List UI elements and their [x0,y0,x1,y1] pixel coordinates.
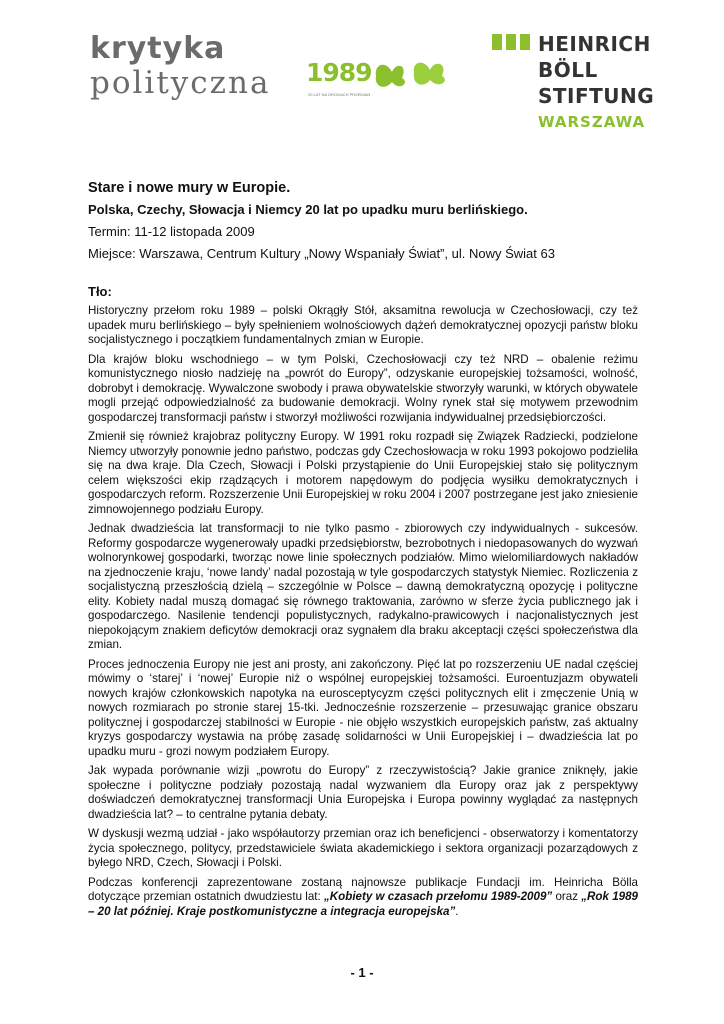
1989-logo-caption: 20 LAT NA DROGACH PRZEMIAN [308,92,371,97]
publications-joiner: oraz [552,890,582,903]
butterflies-icon [372,58,452,94]
document-title: Stare i nowe mury w Europie. [88,180,291,196]
hbs-square-icon [506,34,516,50]
publications-end: . [455,904,459,918]
publication-title-1: „Kobiety w czasach przełomu 1989-2009” [323,890,553,903]
paragraph: Proces jednoczenia Europy nie jest ani prosty, ani zakończony. Pięć lat po rozszerzeniu UE nadal częściej mówimy o ‘starej’ i ‘nowej’ Europie niż o wspólnej europejskiej tożsamości. Euroentuzjazm obywateli nowych krajów członkowskich napotyka na eurosceptycyzm części politycznych elit i zmęczenie Unią w nowych rozmiarach po stronie starej 15-tki. Jednocześnie rozszerzenie – przesuwając granice obszaru politycznej i gospodarczej stabilności w Europie - nie objęło wszystkich europejskich państw, zaś aktualny kryzys gospodarczy wystawia na próbę zasadę solidarności w Unii Europejskiej i – dwadzieścia lat po upadku muru - grozi nowym podziałem Europy. [88,657,638,758]
section-heading: Tło: [88,284,112,299]
event-date: Termin: 11-12 listopada 2009 [88,224,255,239]
paragraph: Zmienił się również krajobraz polityczny Europy. W 1991 roku rozpadł się Związek Radziecki, podzielone Niemcy utworzyły ponownie jedno państwo, podczas gdy Czechosłowacja w roku 1993 pokojowo podzieliła się na dwa kraje. Dla Czech, Słowacji i Polski przystąpienie do Unii Europejskiej stało się politycznym celem większości ekip rządzących i motorem napędowym do podjęcia wysiłku demokratycznych i gospodarczych reform. Rozszerzenie Unii Europejskiej w roku 2004 i 2007 postrzegane jest jako zniesienie zimnowojennego podziału Europy. [88,430,638,516]
krytyka-logo-line2: polityczna [90,65,271,101]
hbs-square-icon [520,34,530,50]
hbs-word-3: STIFTUNG [538,84,655,108]
logo-bar [0,0,724,140]
1989-logo-text: 1989 [306,58,372,87]
hbs-square-icon [492,34,502,50]
paragraph-publications [88,876,638,920]
hbs-word-1: HEINRICH [538,32,651,56]
document-subtitle: Polska, Czechy, Słowacja i Niemcy 20 lat po upadku muru berlińskiego. [88,202,528,217]
event-place: Miejsce: Warszawa, Centrum Kultury „Nowy Wspaniały Świat”, ul. Nowy Świat 63 [88,246,555,261]
paragraph: W dyskusji wezmą udział - jako współautorzy przemian oraz ich beneficjenci - obserwatorzy i komentatorzy życia społecznego, politycy, przedstawiciele świata akademickiego i sektora organizacji pozarządowych z byłego NRD, Czech, Słowacji i Polski. [88,827,638,869]
paragraph: Historyczny przełom roku 1989 – polski Okrągły Stół, aksamitna rewolucja w Czechosłowacji, czy też upadek muru berlińskiego – były spełnieniem wolnościowych dążeń demokratycznej opozycji państw bloku socjalistycznego i początkiem fundamentalnych zmian w Europie. [88,304,638,346]
1989-logo [306,54,456,104]
hbs-city: WARSZAWA [538,113,646,131]
publication-title-2: „Rok 1989 – 20 lat później. Kraje postkomunistyczne a integracja europejska” [88,890,638,918]
paragraph: Jednak dwadzieścia lat transformacji to nie tylko pasmo - zbiorowych czy indywidualnych - sukcesów. Reformy gospodarcze wygenerowały upadki przedsiębiorstw, bezrobotnych i niedopasowanych do wyzwań wolnorynkowej gospodarki, tworząc nowe linie społecznych podziałów. Mimo wielomiliardowych nakładów na zjednoczenie kraju, ‘nowe landy’ nadal pozostają w tyle gospodarczych statystyk Niemiec. Rozliczenia z socjalistyczną przeszłością dzielą – szczególnie w Polsce – dawną demokratyczną opozycję i polityczne elity. Kobiety nadal muszą domagać się równego traktowania, zarówno w sferze życia publicznego jak i gospodarczego. Nasilenie tendencji populistycznych, radykalno-prawicowych i nacjonalistycznych jest niepokojącym znakiem deficytów demokracji oraz sygnałem dla braku akceptacji części społeczeństwa dla zmian. [88,522,638,651]
krytyka-logo-line1: krytyka [90,31,226,66]
hbs-word-2: BÖLL [538,58,598,82]
publications-lead: Podczas konferencji zaprezentowane zostaną najnowsze publikacje Fundacji im. Heinricha Bölla dotyczące przemian ostatnich dwudziestu lat: [88,875,638,903]
krytyka-polityczna-logo [90,31,271,101]
paragraph: Jak wypada porównanie wizji „powrotu do Europy” z rzeczywistością? Jakie granice zniknęły, jakie społeczne i polityczne podziały pozostają nadal wyzwaniem dla Europy oraz jak z perspektywy doświadczeń demokratycznej transformacji Unia Europejska i Europa powinny wyglądać za następnych dwadzieścia lat? – to centralne pytania debaty. [88,764,638,821]
paragraph: Dla krajów bloku wschodniego – w tym Polski, Czechosłowacji czy też NRD – obalenie reżimu komunistycznego niosło nadzieję na „powrót do Europy”, odzyskanie europejskiej tożsamości, wolność, dobrobyt i demokrację. Wywalczone swobody i prawa obywatelskie stworzyły warunki, w których obywatele mogli przejąć odpowiedzialność za budowanie demokracji. Wolny rynek stał się motywem przewodnim gospodarczej transformacji państw i stworzył możliwości rozwijania indywidualnej przedsiębiorczości. [88,352,638,424]
page-number: - 1 - [350,965,374,980]
document-body [88,179,638,924]
